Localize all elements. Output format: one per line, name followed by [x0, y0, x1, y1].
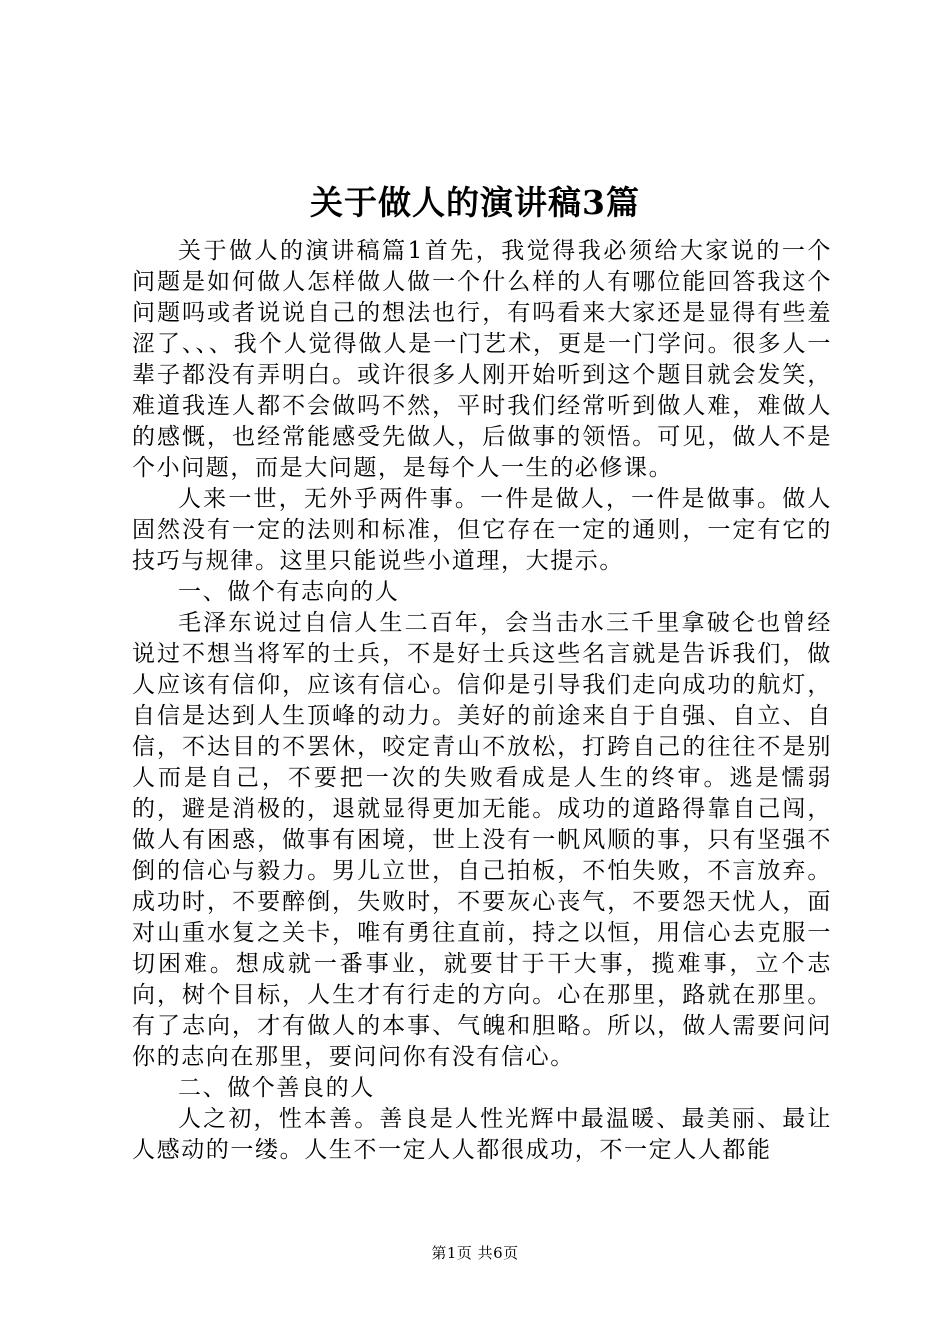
page-number-footer: 第1页 共6页: [431, 1244, 519, 1262]
section-heading: 一、做个有志向的人: [178, 579, 400, 605]
paragraph: 关于做人的演讲稿篇1首先，我觉得我必须给大家说的一个问题是如何做人怎样做人做一个什么样的人有哪位能回答我这个问题吗或者说说自己的想法也行，有吗看来大家还是显得有些羞涩了、、、我个人觉得做人是一门艺术，更是一门学问。很多人一辈子都没有弄明白。或许很多人刚开始听到这个题目就会发笑，难道我连人都不会做吗不然，平时我们经常听到做人难，难做人的感慨，也经常能感受先做人，后做事的领悟。可见，做人不是个小问题，而是大问题，是每个人一生的必修课。: [132, 238, 832, 481]
document-title: 关于做人的演讲稿3篇: [310, 183, 640, 222]
section-heading: 二、做个善良的人: [178, 1075, 375, 1101]
document-body: [132, 236, 832, 1166]
paragraph: 人之初，性本善。善良是人性光辉中最温暖、最美丽、最让人感动的一缕。人生不一定人人都很成功，不一定人人都能: [132, 1106, 832, 1163]
paragraph: 毛泽东说过自信人生二百年，会当击水三千里拿破仑也曾经说过不想当将军的士兵，不是好士兵这些名言就是告诉我们，做人应该有信仰，应该有信心。信仰是引导我们走向成功的航灯，自信是达到人生顶峰的动力。美好的前途来自于自强、自立、自信，不达目的不罢休，咬定青山不放松，打跨自己的往往不是别人而是自己，不要把一次的失败看成是人生的终审。逃是懦弱的，避是消极的，退就显得更加无能。成功的道路得靠自己闯，做人有困惑，做事有困境，世上没有一帆风顺的事，只有坚强不倒的信心与毅力。男儿立世，自己拍板，不怕失败，不言放弃。成功时，不要醉倒，失败时，不要灰心丧气，不要怨天忧人，面对山重水复之关卡，唯有勇往直前，持之以恒，用信心去克服一切困难。想成就一番事业，就要甘于干大事，揽难事，立个志向，树个目标，人生才有行走的方向。心在那里，路就在那里。有了志向，才有做人的本事、气魄和胆略。所以，做人需要问问你的志向在那里，要问问你有没有信心。: [132, 610, 832, 1070]
paragraph: 人来一世，无外乎两件事。一件是做人，一件是做事。做人固然没有一定的法则和标准，但它存在一定的通则，一定有它的技巧与规律。这里只能说些小道理，大提示。: [132, 486, 832, 574]
